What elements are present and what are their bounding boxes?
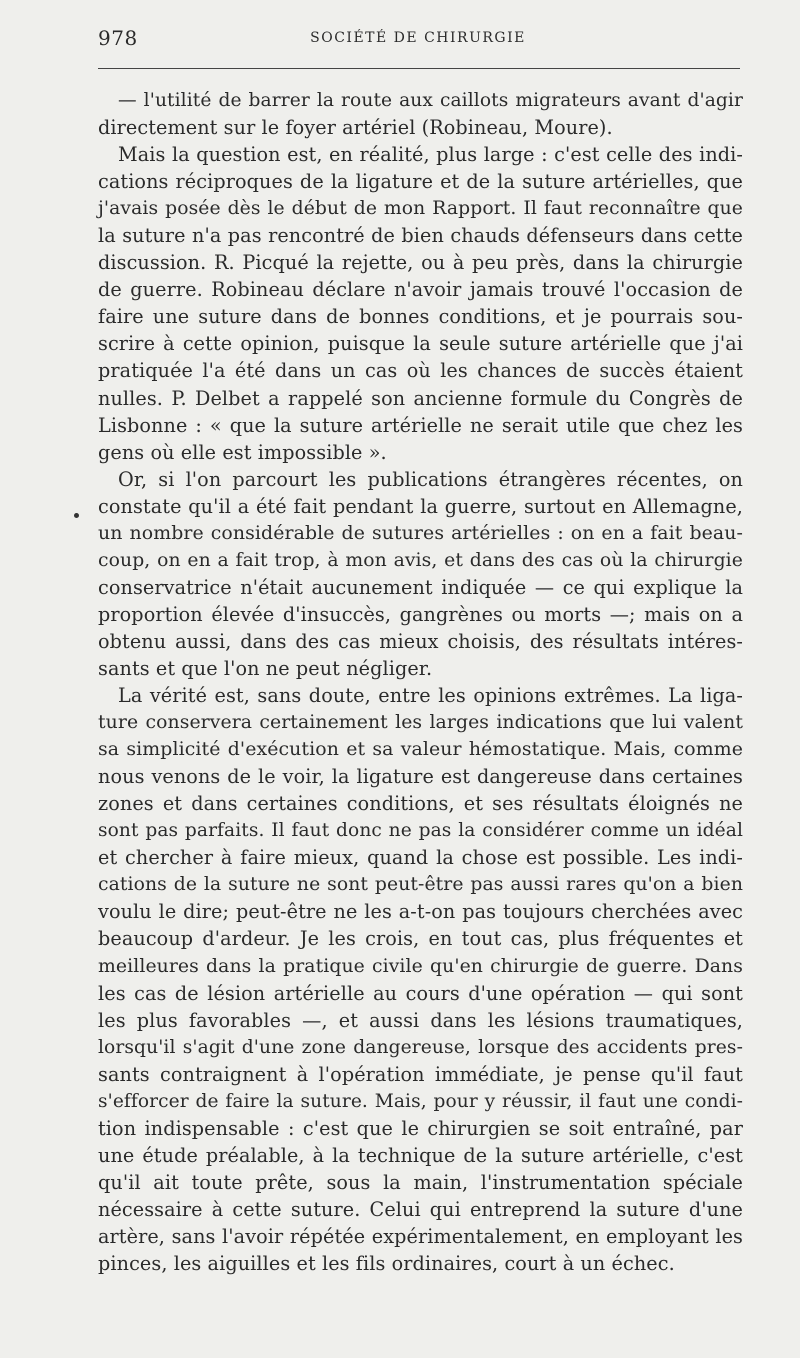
- text-line: discussion. R. Picqué la rejette, ou à peu près, dans la chirurgie: [98, 251, 743, 275]
- text-line: proportion élevée d'insuccès, gangrènes ou morts —; mais on a: [98, 602, 743, 626]
- text-line: nulles. P. Delbet a rappelé son ancienne formule du Congrès de: [98, 386, 743, 410]
- page-number: 978: [98, 26, 138, 50]
- text-line: nécessaire à cette suture. Celui qui entreprend la suture d'une: [98, 1197, 743, 1221]
- text-line: Or, si l'on parcourt les publications étrangères récentes, on: [118, 467, 743, 491]
- text-line: et chercher à faire mieux, quand la chose est possible. Les indi-: [98, 846, 743, 870]
- text-line: de guerre. Robineau déclare n'avoir jamais trouvé l'occasion de: [98, 278, 743, 302]
- text-line: qu'il ait toute prête, sous la main, l'instrumentation spéciale: [98, 1170, 743, 1194]
- margin-dot: [74, 513, 79, 518]
- text-line: pinces, les aiguilles et les fils ordinaires, court à un échec.: [98, 1252, 675, 1276]
- text-line: zones et dans certaines conditions, et ses résultats éloignés ne: [98, 792, 743, 816]
- text-line: beaucoup d'ardeur. Je les crois, en tout cas, plus fréquentes et: [98, 927, 743, 951]
- text-line: voulu le dire; peut-être ne les a-t-on pas toujours cherchées avec: [98, 900, 743, 924]
- text-line: sont pas parfaits. Il faut donc ne pas la considérer comme un idéal: [98, 820, 743, 842]
- header-rule: [98, 68, 740, 69]
- text-line: faire une suture dans de bonnes conditions, et je pourrais sou-: [98, 305, 743, 329]
- text-line: lorsqu'il s'agit d'une zone dangereuse, lorsque des accidents pres-: [98, 1036, 743, 1058]
- text-line: les cas de lésion artérielle au cours d'une opération — qui sont: [98, 981, 743, 1005]
- text-line: s'efforcer de faire la suture. Mais, pour y réussir, il faut une condi-: [98, 1090, 743, 1112]
- text-line: obtenu aussi, dans des cas mieux choisis, des résultats intéres-: [98, 629, 743, 653]
- text-line: constate qu'il a été fait pendant la guerre, surtout en Allemagne,: [98, 494, 743, 518]
- text-line: artère, sans l'avoir répétée expérimentalement, en employant les: [98, 1224, 743, 1248]
- text-line: cations de la suture ne sont peut-être pas aussi rares qu'on a bien: [98, 874, 743, 896]
- text-line: sa simplicité d'exécution et sa valeur hémostatique. Mais, comme: [98, 738, 743, 761]
- text-line: une étude préalable, à la technique de la suture artérielle, c'est: [98, 1143, 743, 1167]
- text-line: tion indispensable : c'est que le chirurgien se soit entraîné, par: [98, 1116, 743, 1140]
- text-line: Lisbonne : « que la suture artérielle ne serait utile que chez les: [98, 413, 743, 437]
- text-line: coup, on en a fait trop, à mon avis, et dans des cas où la chirurgie: [98, 549, 743, 571]
- text-line: meilleures dans la pratique civile qu'en chirurgie de guerre. Dans: [98, 955, 743, 977]
- text-line: j'avais posée dès le début de mon Rapport. Il faut reconnaître que: [98, 198, 743, 220]
- text-line: conservatrice n'était aucunement indiquée — ce qui explique la: [98, 575, 743, 599]
- text-line: cations réciproques de la ligature et de la suture artérielles, que: [98, 170, 743, 194]
- text-line: sants et que l'on ne peut négliger.: [98, 656, 433, 680]
- text-line: sants contraignent à l'opération immédiate, je pense qu'il faut: [98, 1062, 743, 1086]
- text-line: scrire à cette opinion, puisque la seule suture artérielle que j'ai: [98, 332, 743, 356]
- text-line: — l'utilité de barrer la route aux caillots migrateurs avant d'agir: [118, 90, 743, 111]
- text-line: les plus favorables —, et aussi dans les lésions traumatiques,: [98, 1008, 743, 1032]
- text-line: nous venons de le voir, la ligature est dangereuse dans certaines: [98, 765, 743, 789]
- text-line: la suture n'a pas rencontré de bien chauds défenseurs dans cette: [98, 224, 743, 248]
- text-line: gens où elle est impossible ».: [98, 440, 387, 464]
- text-line: La vérité est, sans doute, entre les opinions extrêmes. La liga-: [118, 684, 743, 708]
- page-header: [98, 26, 738, 54]
- text-line: directement sur le foyer artériel (Robineau, Moure).: [98, 116, 613, 140]
- running-title: SOCIÉTÉ DE CHIRURGIE: [310, 30, 526, 46]
- text-line: Mais la question est, en réalité, plus large : c'est celle des indi-: [118, 143, 743, 167]
- text-line: un nombre considérable de sutures artérielles : on en a fait beau-: [98, 521, 743, 544]
- text-line: ture conservera certainement les larges indications que lui valent: [98, 712, 743, 734]
- text-line: pratiquée l'a été dans un cas où les chances de succès étaient: [98, 359, 743, 383]
- body-text: [98, 87, 743, 1277]
